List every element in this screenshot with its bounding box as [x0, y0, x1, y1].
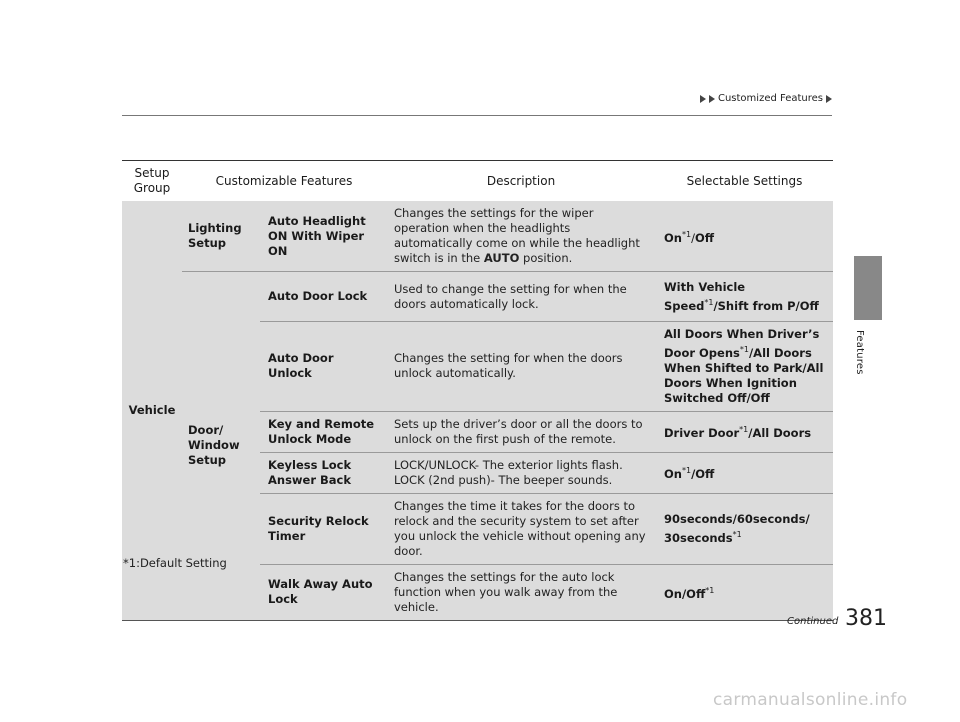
description-text: position.	[519, 251, 573, 265]
triangle-right-icon	[826, 95, 832, 103]
table-header-row	[122, 161, 833, 202]
feature-settings	[656, 564, 833, 620]
default-marker: *1	[739, 425, 749, 435]
header-rule	[122, 115, 832, 116]
group-vehicle: Vehicle	[122, 201, 182, 620]
setting-value: /All Doors	[748, 426, 812, 441]
triangle-right-icon	[709, 95, 715, 103]
setting-value: /Shift from P/Off	[713, 298, 819, 313]
section-tab	[854, 256, 882, 320]
feature-settings	[656, 272, 833, 322]
default-marker: *1	[739, 345, 749, 354]
default-marker: *1	[732, 529, 742, 539]
setting-value: Off	[694, 230, 715, 245]
feature-settings	[656, 493, 833, 564]
feature-settings	[656, 322, 833, 412]
header-description: Description	[386, 161, 656, 202]
description-text: Changes the settings for the wiper operation when the headlights automatically come on while the headlight switch is in the	[394, 206, 640, 265]
header-selectable-settings: Selectable Settings	[656, 161, 833, 202]
continued-label: Continued	[787, 616, 839, 627]
setting-value: All Doors When Driver’s Door Opens	[664, 327, 820, 360]
setting-value: Driver Door	[664, 426, 740, 441]
feature-name: Auto Door Unlock	[260, 322, 386, 412]
default-marker: *1	[681, 229, 692, 239]
feature-description	[386, 201, 656, 272]
subgroup-lighting-setup: Lighting Setup	[182, 201, 260, 272]
feature-settings	[656, 452, 833, 493]
header-customizable-features: Customizable Features	[182, 161, 386, 202]
feature-name: Auto Door Lock	[260, 272, 386, 322]
subgroup-door-window-setup: Door/ Window Setup	[182, 272, 260, 621]
watermark: carmanualsonline.info	[713, 690, 908, 710]
setting-value: 90seconds/60seconds/ 30seconds	[664, 511, 810, 545]
feature-description: Changes the setting for when the doors unlock automatically.	[386, 322, 656, 412]
default-marker: *1	[705, 585, 715, 595]
table-row	[122, 201, 833, 272]
feature-name: Auto Headlight ON With Wiper ON	[260, 201, 386, 272]
feature-settings	[656, 411, 833, 452]
feature-settings	[656, 201, 833, 272]
feature-name: Walk Away Auto Lock	[260, 564, 386, 620]
feature-name: Key and Remote Unlock Mode	[260, 411, 386, 452]
section-tab-label: Features	[854, 330, 865, 375]
footnote: *1:Default Setting	[123, 556, 227, 570]
page-number: 381	[845, 606, 887, 631]
default-marker: *1	[681, 466, 692, 476]
triangle-right-icon	[700, 95, 706, 103]
default-marker: *1	[704, 297, 714, 307]
feature-description: Used to change the setting for when the doors automatically lock.	[386, 272, 656, 322]
description-bold: AUTO	[483, 251, 520, 265]
feature-description: Changes the time it takes for the doors to relock and the security system to set after you unlock the vehicle without opening any door.	[386, 493, 656, 564]
setting-value: /Off	[691, 467, 715, 482]
setting-value: On/Off	[664, 586, 706, 601]
feature-description: LOCK/UNLOCK- The exterior lights flash. LOCK (2nd push)- The beeper sounds.	[386, 452, 656, 493]
table-row	[122, 272, 833, 322]
setting-value: With Vehicle Speed	[664, 279, 746, 313]
customizable-features-table	[122, 160, 833, 621]
feature-description: Sets up the driver’s door or all the doors to unlock on the first push of the remote.	[386, 411, 656, 452]
header-setup-group: Setup Group	[122, 161, 182, 202]
setting-value: On	[664, 467, 682, 482]
breadcrumb-label: Customized Features	[717, 93, 823, 104]
feature-name: Keyless Lock Answer Back	[260, 452, 386, 493]
setting-separator: /	[691, 230, 695, 245]
breadcrumb	[700, 93, 832, 104]
setting-value: On	[664, 230, 682, 245]
feature-description: Changes the settings for the auto lock function when you walk away from the vehicle.	[386, 564, 656, 620]
feature-name: Security Relock Timer	[260, 493, 386, 564]
setting-value: /All Doors When Shifted to Park/All Doors When Ignition Switched Off/Off	[664, 345, 824, 405]
